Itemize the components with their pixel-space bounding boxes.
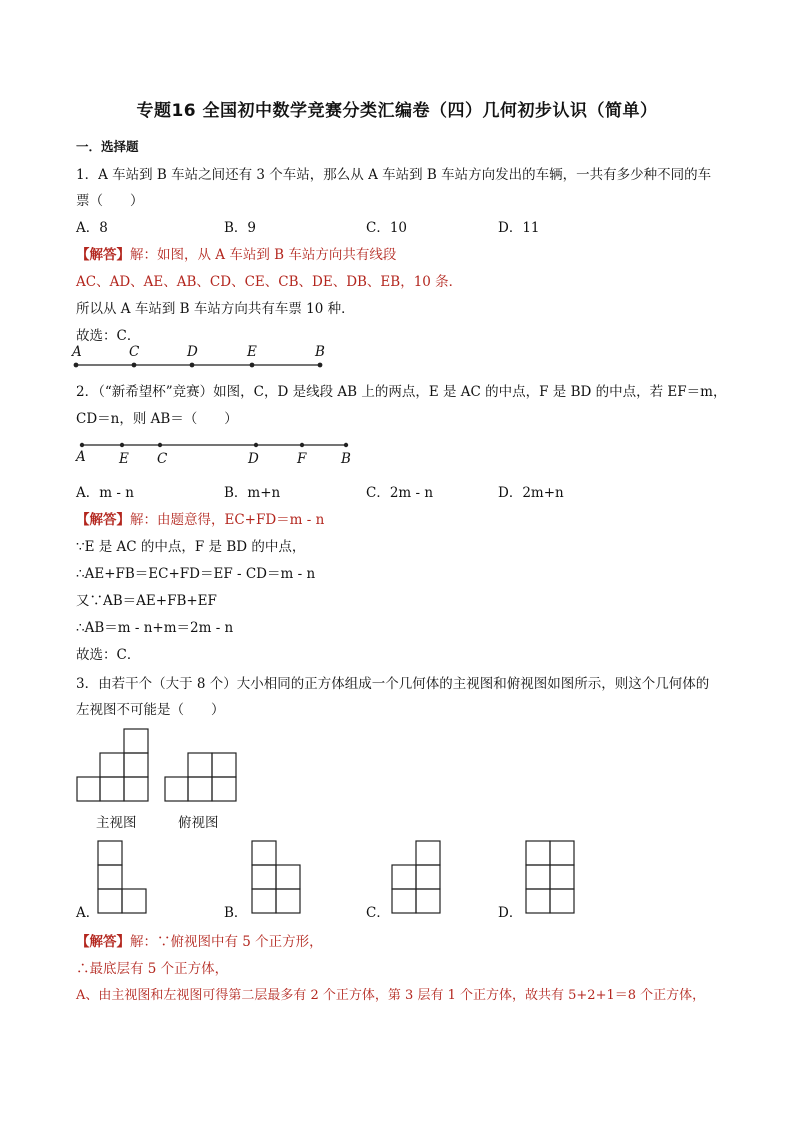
- q3-option-d-figure: [525, 840, 581, 916]
- q1-option-b: B．9: [224, 220, 257, 236]
- q3-top-view-label: 俯视图: [178, 815, 219, 831]
- q2-segment-figure: [74, 436, 364, 472]
- q1-answer-choice: 故选：C．: [76, 328, 141, 344]
- page-title: 专题16 全国初中数学竞赛分类汇编卷（四）几何初步认识（简单）: [136, 101, 658, 121]
- q2-option-c: C．2m - n: [366, 485, 434, 501]
- q2-answer-line3: ∴AE+FB＝EC+FD＝EF - CD＝m - n: [76, 566, 316, 582]
- q3-answer-lead: [76, 930, 323, 950]
- q3-front-view: [76, 728, 156, 802]
- q2-stem-line1: 2．（“新希望杯”竞赛）如图，C，D 是线段 AB 上的两点，E 是 AC 的中点，F 是 BD 的中点，若 EF＝m，: [76, 384, 727, 400]
- q1-point-d: D: [187, 344, 198, 360]
- q2-answer-line4: 又∵AB＝AE+FB+EF: [76, 593, 217, 609]
- q3-stem-line1: 3．由若干个（大于 8 个）大小相同的正方体组成一个几何体的主视图和俯视图如图所示，则这个几何体的: [76, 676, 710, 692]
- q1-point-b: B: [315, 344, 325, 360]
- q2-option-a: A．m - n: [76, 485, 134, 501]
- q3-option-a-figure: [97, 840, 153, 916]
- q3-option-c-letter: C．: [366, 905, 390, 921]
- q3-answer-tag: 【解答】: [76, 934, 130, 950]
- q3-option-b-figure: [251, 840, 307, 916]
- q1-answer-tag: 【解答】: [76, 247, 130, 263]
- q2-answer-line2: ∵E 是 AC 的中点，F 是 BD 的中点，: [76, 539, 306, 555]
- q3-front-view-label: 主视图: [96, 815, 137, 831]
- q2-point-a: A: [76, 449, 86, 465]
- q1-point-c: C: [129, 344, 140, 360]
- q2-answer-line5: ∴AB＝m - n+m＝2m - n: [76, 620, 234, 636]
- q3-option-a-letter: A．: [76, 905, 100, 921]
- q3-option-d-letter: D．: [498, 905, 523, 921]
- q3-answer-line2: ∴最底层有 5 个正方体，: [76, 961, 229, 977]
- q1-answer-segments: AC、AD、AE、AB、CD、CE、CB、DE、DB、EB，10 条．: [76, 274, 463, 290]
- q2-point-e: E: [119, 451, 129, 467]
- q2-answer-choice: 故选：C．: [76, 647, 141, 663]
- q2-point-c: C: [157, 451, 168, 467]
- q1-answer-conclusion: 所以从 A 车站到 B 车站方向共有车票 10 种．: [76, 301, 355, 317]
- q1-option-d: D．11: [498, 220, 540, 236]
- section-heading: 一．选择题: [76, 139, 139, 154]
- q1-option-a: A．8: [76, 220, 108, 236]
- q1-stem-line2: 票（ ）: [76, 193, 144, 209]
- q2-option-d: D．2m+n: [498, 485, 564, 501]
- q1-option-c: C．10: [366, 220, 408, 236]
- q2-answer-text: 解：由题意得，EC+FD＝m - n: [130, 512, 325, 528]
- q2-point-f: F: [297, 451, 307, 467]
- q3-option-c-figure: [391, 840, 447, 916]
- q1-stem-line1: 1．A 车站到 B 车站之间还有 3 个车站，那么从 A 车站到 B 车站方向发出的车辆，一共有多少种不同的车: [76, 167, 712, 183]
- q2-point-d: D: [248, 451, 259, 467]
- q1-answer-text: 解：如图，从 A 车站到 B 车站方向共有线段: [130, 247, 397, 263]
- q2-point-b: B: [341, 451, 351, 467]
- q3-stem-line2: 左视图不可能是（ ）: [76, 702, 225, 718]
- q1-point-e: E: [247, 344, 257, 360]
- q3-answer-line3: A、由主视图和左视图可得第二层最多有 2 个正方体，第 3 层有 1 个正方体，故共有 5+2+1＝8 个正方体，: [76, 988, 706, 1003]
- q1-station-figure: [70, 345, 330, 371]
- q1-point-a: A: [72, 344, 82, 360]
- q3-answer-text: 解：∵俯视图中有 5 个正方形，: [130, 934, 323, 950]
- q2-option-b: B．m+n: [224, 485, 281, 501]
- q3-option-b-letter: B．: [224, 905, 248, 921]
- q3-top-view: [164, 752, 240, 804]
- q2-answer-lead: [76, 508, 324, 528]
- q1-answer-lead: [76, 243, 396, 263]
- q2-answer-tag: 【解答】: [76, 512, 130, 528]
- q2-stem-line2: CD＝n，则 AB＝（ ）: [76, 411, 238, 427]
